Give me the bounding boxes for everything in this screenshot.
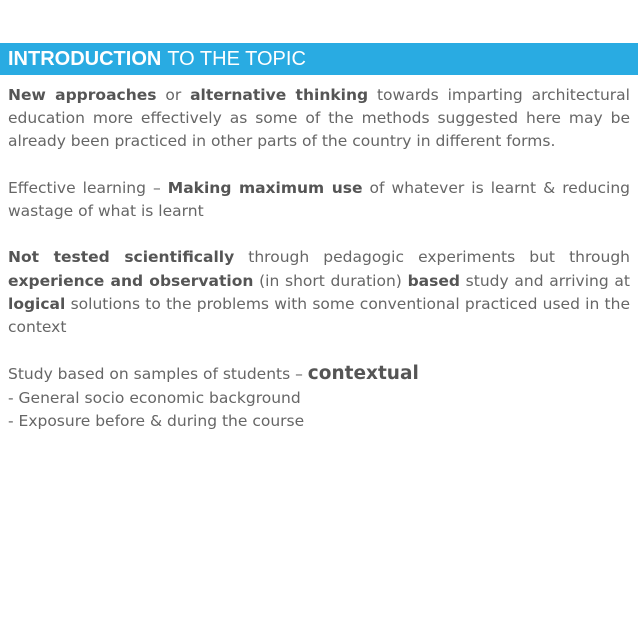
text-or: or (156, 86, 191, 104)
bold-experience-and-observation: experience and observation (8, 271, 254, 290)
list-item: - Exposure before & during the course (8, 411, 305, 430)
bold-alternative-thinking: alternative thinking (190, 86, 369, 104)
slide-title-bold: INTRODUCTION (8, 47, 162, 70)
paragraph-study-based (8, 362, 630, 433)
bold-making-maximum-use: Making maximum use (167, 178, 363, 197)
slide-body (8, 84, 630, 433)
text-whatever-is-learnt: of whatever is learnt & reducing wastage of what is learnt (8, 178, 630, 220)
text-solutions: solutions to the problems with some conventional practiced used in the context (8, 294, 630, 336)
study-based-line (8, 362, 630, 386)
bold-based: based (407, 271, 460, 290)
paragraph-new-approaches (8, 84, 630, 154)
paragraph-not-tested (8, 246, 630, 339)
bold-not-tested-scientifically: Not tested scientifically (8, 248, 235, 267)
text-study-based: Study based on samples of students – (8, 365, 308, 384)
bold-contextual: contextual (307, 363, 419, 385)
slide-title-rest: TO THE TOPIC (167, 47, 306, 70)
text-study-and-arriving: study and arriving at (459, 271, 630, 290)
text-through-pedagogic: through pedagogic experiments but through (234, 248, 630, 267)
text-towards-imparting: towards imparting architectural education more effectively as some of the methods suggested here may be already been practiced in other parts of the country in different forms. (8, 86, 630, 151)
bold-logical: logical (8, 294, 66, 313)
text-effective-learning: Effective learning – (8, 178, 168, 197)
text-short-duration: (in short duration) (253, 271, 408, 290)
slide-title-bar (0, 43, 638, 75)
list-item: - General socio economic background (8, 388, 301, 407)
paragraph-effective-learning (8, 177, 630, 223)
bold-new-approaches: New approaches (8, 86, 157, 104)
